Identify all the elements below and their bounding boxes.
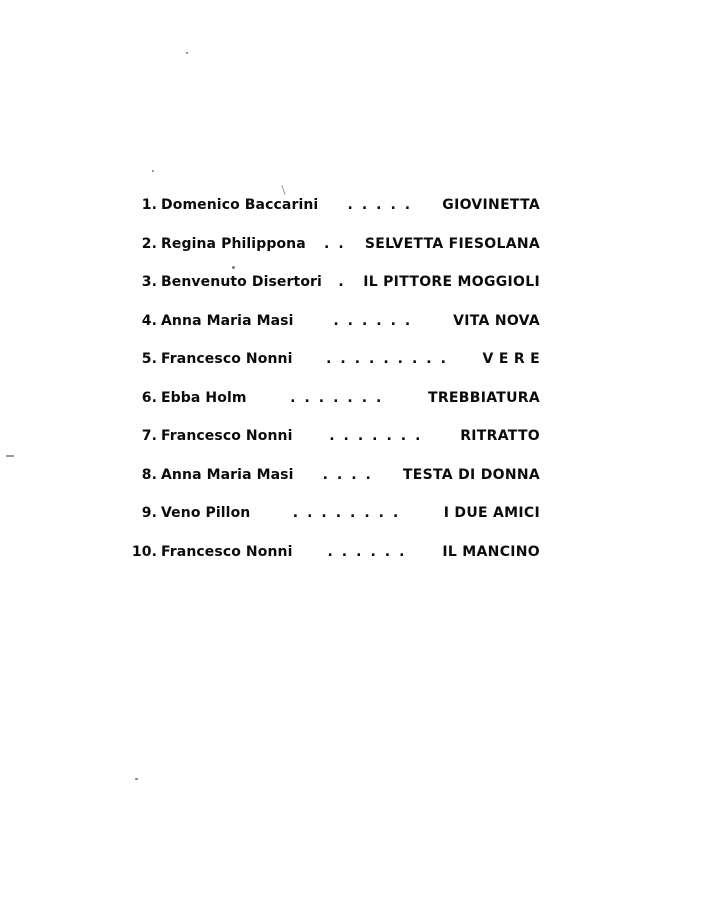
dot-leader: ......: [333, 312, 420, 329]
artist-name: Domenico Baccarini: [161, 197, 319, 213]
scan-speck: [152, 170, 154, 172]
artwork-title: TESTA DI DONNA: [402, 466, 540, 483]
scan-speck: [186, 52, 188, 54]
entry-number: 8.: [141, 466, 157, 483]
entry-number: 5.: [141, 351, 157, 367]
artwork-title: IL PITTORE MOGGIOLI: [363, 274, 540, 290]
dot-leader: ....: [322, 466, 380, 483]
entry-number: 3.: [141, 274, 157, 290]
dot-leader: .........: [326, 351, 455, 367]
list-item: [125, 197, 540, 236]
list-item: [125, 505, 540, 544]
entry-number: 6.: [141, 389, 157, 406]
artwork-title: RITRATTO: [460, 428, 540, 444]
entry-number: 4.: [141, 312, 157, 329]
list-item: [125, 544, 540, 583]
dot-leader: .......: [329, 428, 430, 444]
scan-speck: [281, 185, 285, 195]
dot-leader: .: [338, 274, 353, 290]
scan-edge-mark: [6, 455, 14, 457]
dot-leader: ......: [327, 543, 414, 560]
contents-list: [125, 197, 540, 582]
dot-leader: .......: [290, 389, 391, 406]
list-item: [125, 467, 540, 506]
entry-number: 10.: [131, 543, 157, 560]
dot-leader: ........: [292, 505, 408, 521]
list-item: [125, 313, 540, 352]
list-item: [125, 236, 540, 275]
artwork-title: SELVETTA FIESOLANA: [364, 235, 540, 252]
list-item: [125, 390, 540, 429]
list-item: [125, 428, 540, 467]
dot-leader: ..: [324, 235, 353, 252]
list-item: [125, 274, 540, 313]
artist-name: Veno Pillon: [161, 505, 251, 521]
dot-leader: .....: [347, 197, 420, 213]
entry-number: 2.: [141, 235, 157, 252]
artist-name: Francesco Nonni: [161, 351, 293, 367]
artwork-title: I DUE AMICI: [443, 505, 540, 521]
artist-name: Anna Maria Masi: [161, 466, 294, 483]
artwork-title: V E R E: [482, 351, 540, 367]
entry-number: 7.: [141, 428, 157, 444]
scan-speck: [135, 778, 138, 780]
entry-number: 1.: [141, 197, 157, 213]
artist-name: Regina Philippona: [161, 235, 306, 252]
artist-name: Francesco Nonni: [161, 428, 293, 444]
artwork-title: TREBBIATURA: [427, 389, 540, 406]
list-item: [125, 351, 540, 390]
artwork-title: IL MANCINO: [442, 543, 540, 560]
artist-name: Benvenuto Disertori: [161, 274, 322, 290]
artwork-title: GIOVINETTA: [442, 197, 540, 213]
artwork-title: VITA NOVA: [453, 312, 540, 329]
entry-number: 9.: [141, 505, 157, 521]
artist-name: Francesco Nonni: [161, 543, 293, 560]
artist-name: Ebba Holm: [161, 389, 247, 406]
artist-name: Anna Maria Masi: [161, 312, 294, 329]
